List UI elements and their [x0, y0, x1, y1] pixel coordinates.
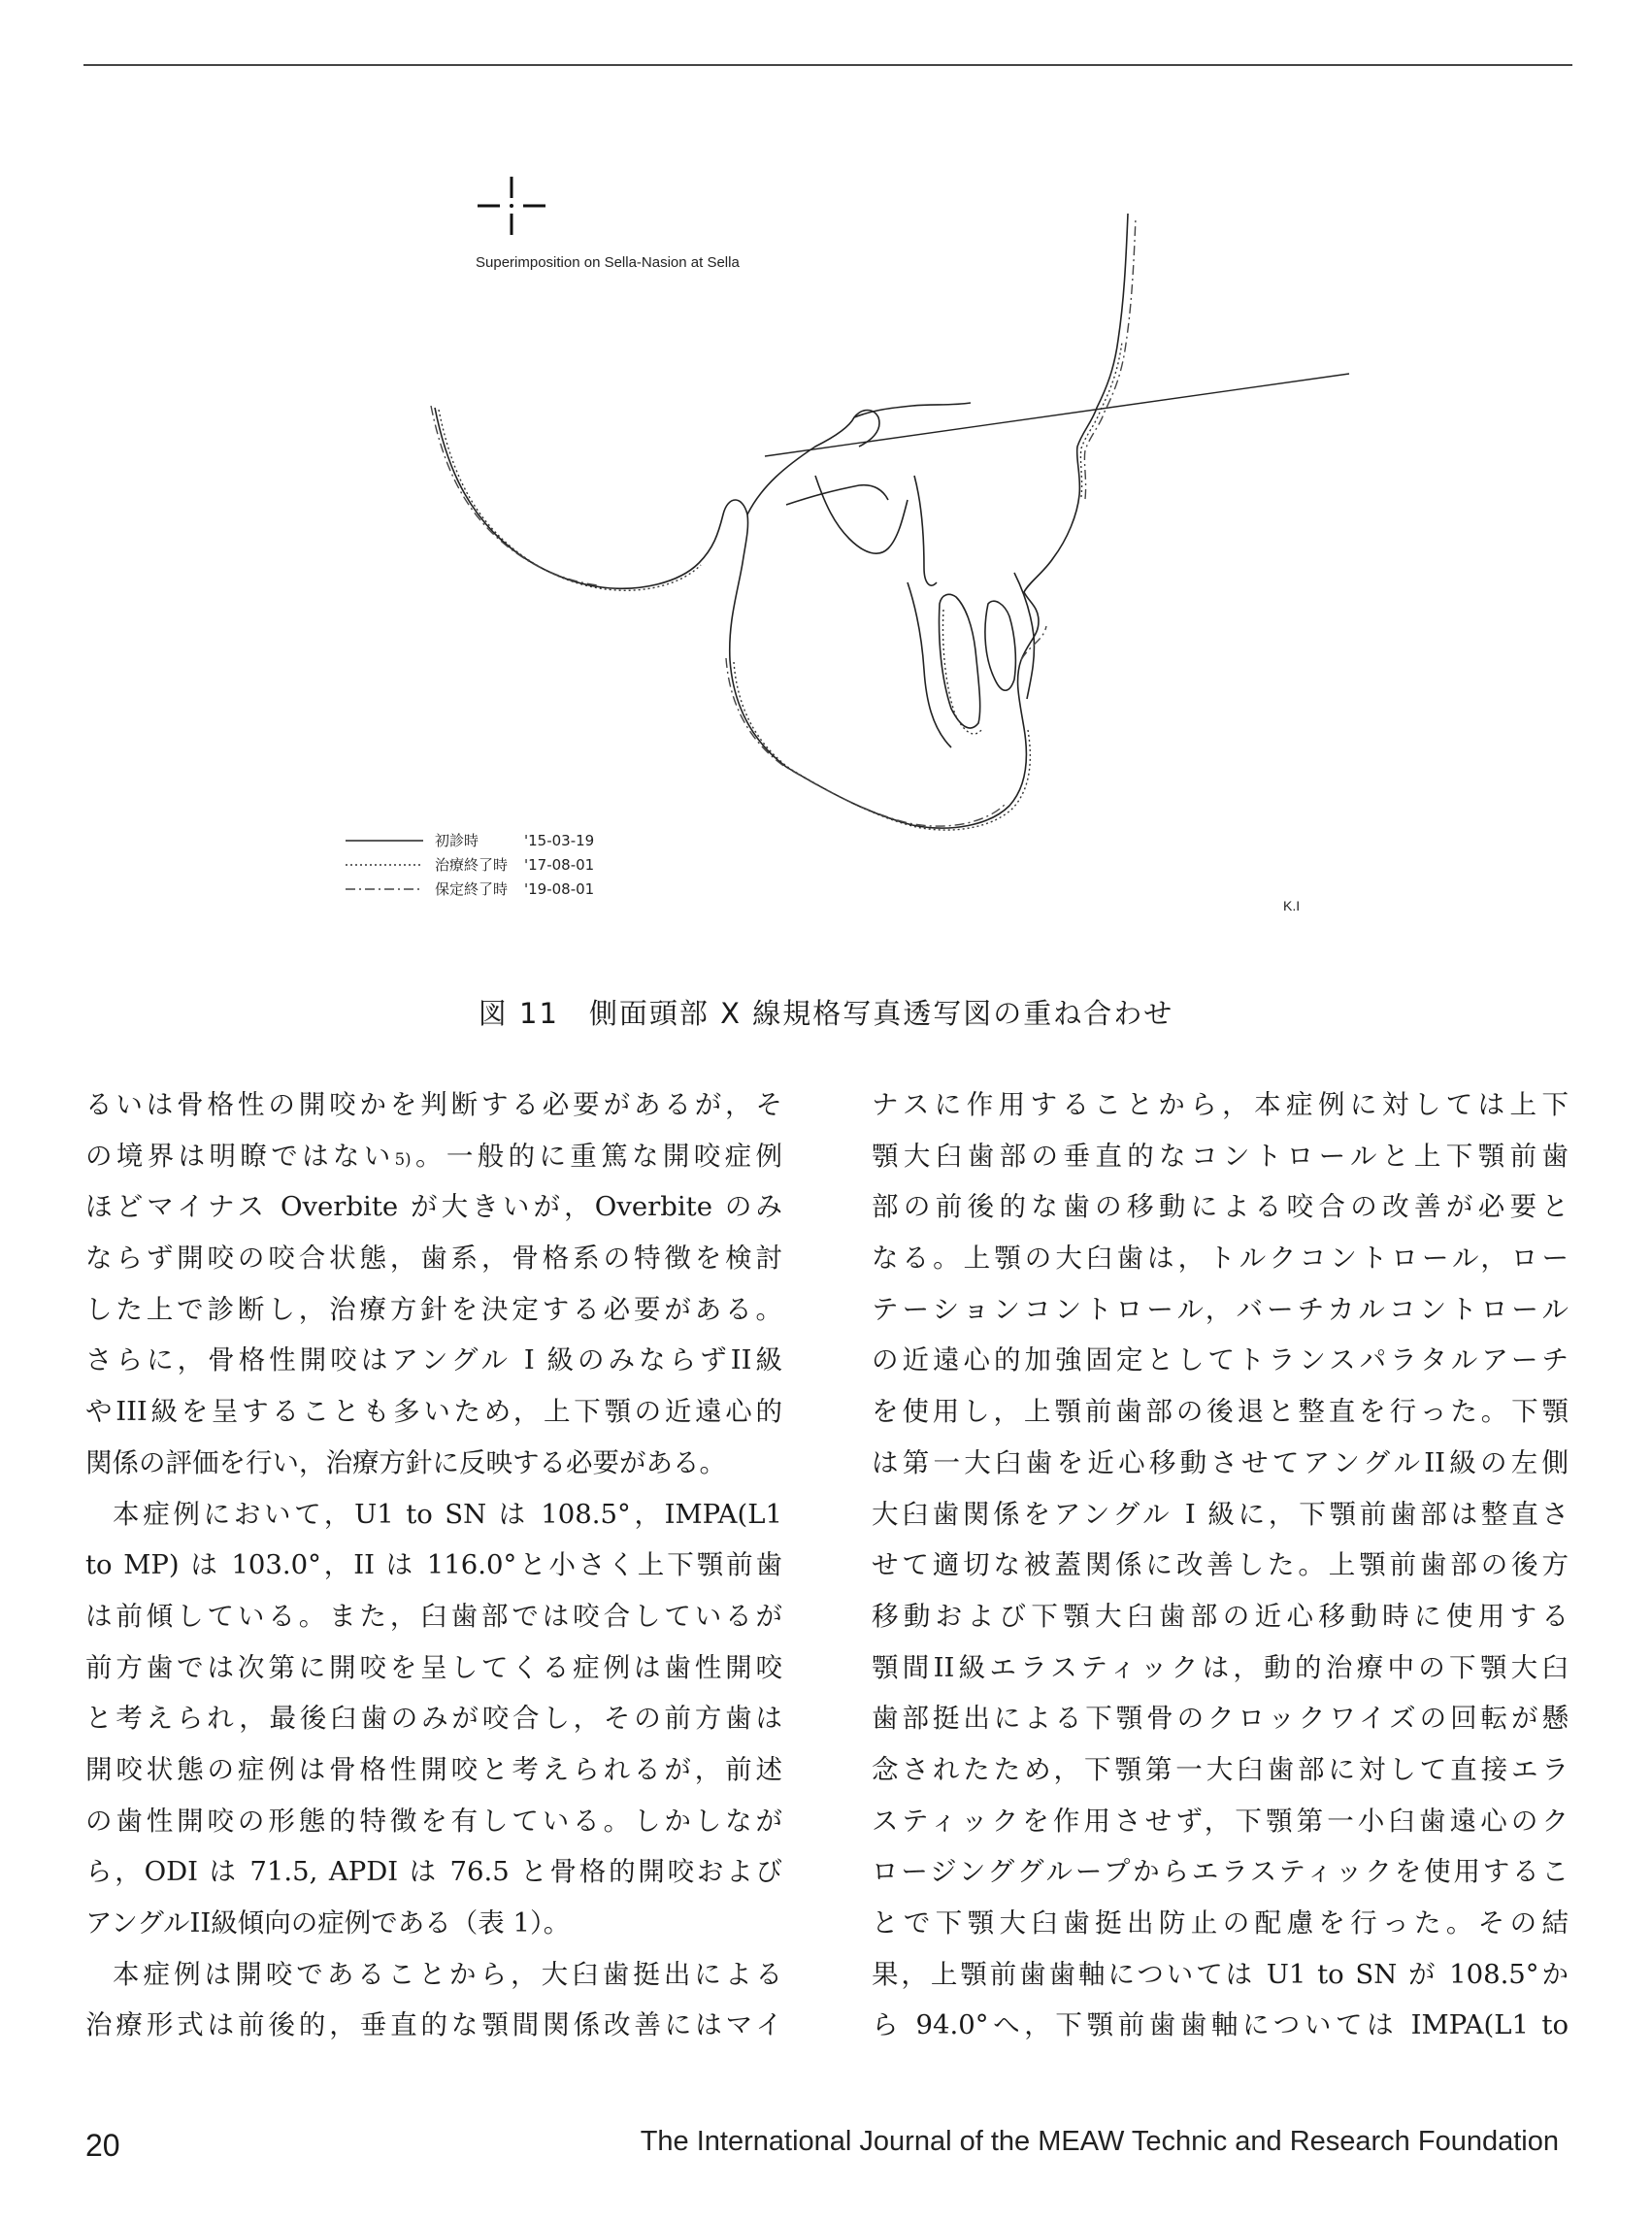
- body-right-column: [872, 1079, 1569, 2051]
- text-line: 果，上顎前歯歯軸については U1 to SN が 108.5°か: [872, 1958, 1569, 1990]
- legend-label-treatment-end: 治療終了時: [435, 856, 509, 874]
- text-line: 治療形式は前後的，垂直的な顎間関係改善にはマイ: [85, 2009, 782, 2041]
- text-line: ナスに作用することから，本症例に対しては上下: [872, 1089, 1569, 1120]
- text-line: ら，ODI は 71.5, APDI は 76.5 と骨格的開咬および: [85, 1856, 782, 1888]
- text-line: 前方歯では次第に開咬を呈してくる症例は歯性開咬: [85, 1651, 782, 1683]
- text-line: to MP) は 103.0°，II は 116.0°と小さく上下顎前歯: [85, 1549, 782, 1581]
- legend-label-retention-end: 保定終了時: [435, 880, 509, 898]
- text-line: の歯性開咬の形態的特徴を有している。しかしなが: [85, 1805, 782, 1837]
- page-number: 20: [85, 2128, 120, 2163]
- text-line: なる。上顎の大臼歯は，トルクコントロール，ロー: [872, 1243, 1569, 1275]
- legend-date-treatment-end: '17-08-01: [524, 856, 595, 874]
- citation-superscript: 5): [394, 1149, 412, 1169]
- tracing-overlay: [330, 155, 1398, 980]
- text-line: 部の前後的な歯の移動による咬合の改善が必要と: [872, 1191, 1569, 1223]
- text-line: は第一大臼歯を近心移動させてアングルII級の左側: [872, 1446, 1569, 1478]
- text-line: した上で診断し，治療方針を決定する必要がある。: [85, 1293, 782, 1325]
- legend-date-initial: '15-03-19: [524, 832, 595, 849]
- tracing-solid: [435, 214, 1128, 828]
- text-line: とで下顎大臼歯挺出防止の配慮を行った。その結: [872, 1907, 1569, 1939]
- text-line: さらに，骨格性開咬はアングル I 級のみならずII級: [85, 1344, 782, 1376]
- legend-date-retention-end: '19-08-01: [524, 880, 595, 898]
- text-line: 念されたため，下顎第一大臼歯部に対して直接エラ: [872, 1753, 1569, 1785]
- legend-label-initial: 初診時: [435, 832, 479, 849]
- text-line: 移動および下顎大臼歯部の近心移動時に使用する: [872, 1600, 1569, 1632]
- text-line: 顎大臼歯部の垂直的なコントロールと上下顎前歯: [872, 1140, 1569, 1172]
- body-left-column: [85, 1079, 782, 2051]
- text-line: の境界は明瞭ではない$^{5)}$。一般的に重篤な開咬症例: [85, 1140, 782, 1172]
- sn-line: [765, 374, 1349, 456]
- text-line: 関係の評価を行い，治療方針に反映する必要がある。: [85, 1446, 726, 1478]
- text-line: アングルII級傾向の症例である（表 1）。: [85, 1907, 571, 1939]
- cephalometric-tracing-figure: [330, 155, 1398, 980]
- tracing-dashdot: [431, 217, 1136, 826]
- text-line: を使用し，上顎前歯部の後退と整直を行った。下顎: [872, 1396, 1569, 1428]
- text-line: ロージンググループからエラスティックを使用するこ: [872, 1856, 1569, 1888]
- text-line: ならず開咬の咬合状態，歯系，骨格系の特徴を検討: [85, 1243, 782, 1275]
- journal-title: The International Journal of the MEAW Technic and Research Foundation: [640, 2126, 1559, 2157]
- text-line: ほどマイナス Overbite が大きいが，Overbite のみ: [85, 1191, 782, 1223]
- text-line: 本症例は開咬であることから，大臼歯挺出による: [113, 1958, 782, 1990]
- text-line: 顎間II級エラスティックは，動的治療中の下顎大臼: [872, 1651, 1569, 1683]
- tracer-initials: K.I: [1283, 898, 1301, 913]
- text-line: せて適切な被蓋関係に改善した。上顎前歯部の後方: [872, 1549, 1569, 1581]
- text-line: 開咬状態の症例は骨格性開咬と考えられるが，前述: [85, 1753, 782, 1785]
- superimposition-label: Superimposition on Sella-Nasion at Sella: [476, 254, 740, 271]
- text-line: は前傾している。また，臼歯部では咬合しているが: [85, 1600, 782, 1632]
- text-line: ら 94.0°へ，下顎前歯歯軸については IMPA(L1 to: [872, 2009, 1569, 2041]
- sella-crosshair-icon: [478, 177, 545, 235]
- text-line: スティックを作用させず，下顎第一小臼歯遠心のク: [872, 1805, 1569, 1837]
- text-line: やIII級を呈することも多いため，上下顎の近遠心的: [85, 1396, 782, 1428]
- text-line: テーションコントロール，バーチカルコントロール: [872, 1293, 1569, 1325]
- text-line: るいは骨格性の開咬かを判断する必要があるが，そ: [85, 1089, 782, 1120]
- legend: [346, 832, 594, 898]
- text-line: 本症例において，U1 to SN は 108.5°，IMPA(L1: [113, 1498, 782, 1530]
- text-line: と考えられ，最後臼歯のみが咬合し，その前方歯は: [85, 1703, 782, 1735]
- figure-caption: 図 11 側面頭部 X 線規格写真透写図の重ね合わせ: [478, 997, 1174, 1030]
- text-line: 大臼歯関係をアングル I 級に，下顎前歯部は整直さ: [872, 1498, 1569, 1530]
- text-line: の近遠心的加強固定としてトランスパラタルアーチ: [872, 1344, 1569, 1376]
- header-rule: [83, 64, 1572, 66]
- text-line: 歯部挺出による下顎骨のクロックワイズの回転が懸: [872, 1703, 1569, 1735]
